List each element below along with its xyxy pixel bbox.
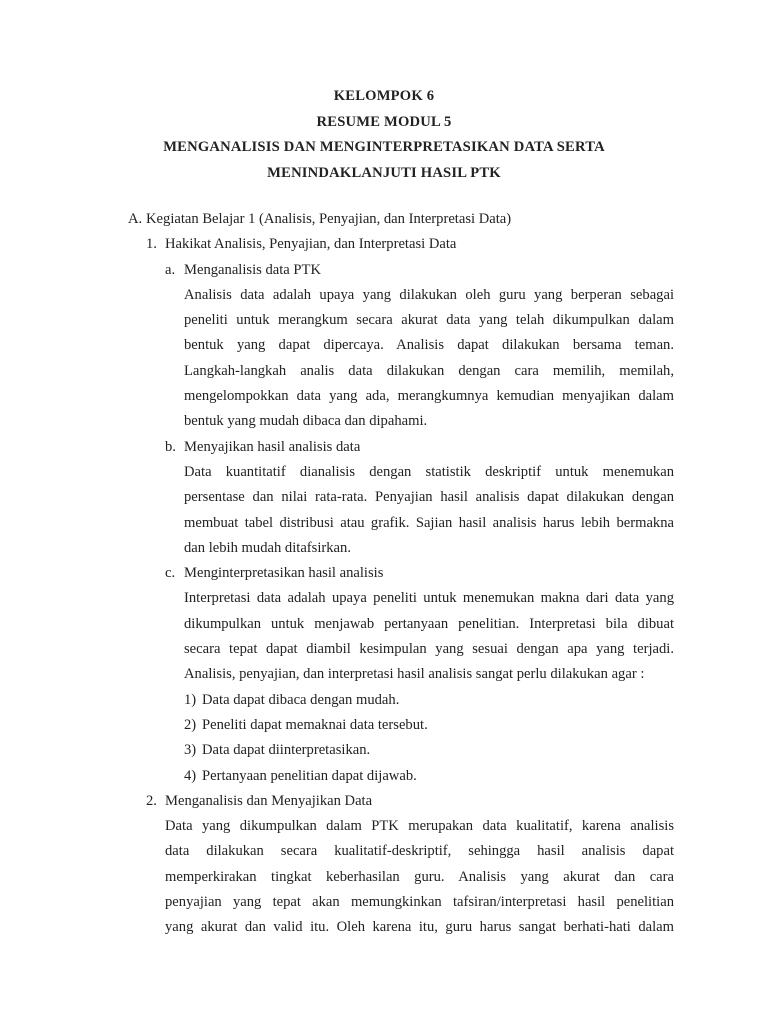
subitem-c-title: Menginterpretasikan hasil analisis — [184, 565, 384, 582]
paragraph-text: membuat tabel distribusi atau grafik. Sajian hasil analisis harus lebih bermakna — [184, 514, 674, 531]
subitem-c-heading — [0, 561, 768, 586]
section-a-title: Kegiatan Belajar 1 (Analisis, Penyajian, dan Interpretasi Data) — [146, 211, 512, 227]
item-1-heading — [0, 232, 768, 257]
topic-title-line-1: MENGANALISIS DAN MENGINTERPRETASIKAN DATA SERTA — [163, 139, 605, 156]
item-1-title: Hakikat Analisis, Penyajian, dan Interpretasi Data — [165, 236, 457, 253]
paragraph-line — [0, 915, 768, 940]
subitem-a-marker: a. — [165, 261, 176, 278]
paragraph-text: Data kuantitatif dianalisis dengan statistik deskriptif untuk menemukan — [184, 463, 674, 480]
list-item — [0, 688, 768, 713]
subitem-b-title: Menyajikan hasil analisis data — [184, 438, 361, 455]
list-item — [0, 738, 768, 763]
paragraph-line — [0, 384, 768, 409]
paragraph-line — [0, 536, 768, 561]
paragraph-text: peneliti untuk merangkum secara akurat data yang telah dikumpulkan dalam — [184, 312, 674, 329]
list-item-marker: 3) — [184, 742, 197, 759]
paragraph-line — [0, 308, 768, 333]
paragraph-text: mengelompokkan data yang ada, merangkumnya kemudian menyajikan dalam — [184, 388, 674, 405]
paragraph-line — [0, 511, 768, 536]
paragraph-line — [0, 359, 768, 384]
paragraph-text: dan lebih mudah ditafsirkan. — [184, 539, 351, 556]
section-a-heading — [0, 207, 768, 232]
paragraph-text: Interpretasi data adalah upaya peneliti untuk menemukan makna dari data yang — [184, 590, 674, 607]
item-2-heading — [0, 789, 768, 814]
paragraph-text: Analisis data adalah upaya yang dilakukan oleh guru yang berperan sebagai — [184, 286, 674, 303]
paragraph-text: memperkirakan tingkat keberhasilan guru. Analisis yang akurat dan cara — [165, 868, 674, 885]
list-item-text: Pertanyaan penelitian dapat dijawab. — [202, 767, 417, 784]
paragraph-line — [0, 586, 768, 611]
list-item-marker: 2) — [184, 716, 197, 733]
subitem-b-heading — [0, 435, 768, 460]
subitem-a-heading — [0, 258, 768, 283]
paragraph-line — [0, 460, 768, 485]
list-item-text: Data dapat dibaca dengan mudah. — [202, 691, 400, 708]
document-body — [0, 207, 768, 941]
paragraph-text: bentuk yang dapat dipercaya. Analisis dapat dilakukan bersama teman. — [184, 337, 674, 354]
paragraph-line — [0, 485, 768, 510]
paragraph-text: penyajian yang tepat akan memungkinkan tafsiran/interpretasi hasil penelitian — [165, 894, 674, 911]
paragraph-line — [0, 409, 768, 434]
paragraph-line — [0, 839, 768, 864]
paragraph-text: dikumpulkan untuk menjawab pertanyaan penelitian. Interpretasi bila dibuat — [184, 615, 674, 632]
module-title: RESUME MODUL 5 — [316, 113, 452, 130]
paragraph-text: Analisis, penyajian, dan interpretasi hasil analisis sangat perlu dilakukan agar : — [184, 666, 645, 683]
paragraph-line — [0, 283, 768, 308]
subitem-b-marker: b. — [165, 438, 176, 455]
list-item-marker: 1) — [184, 691, 197, 708]
list-item — [0, 713, 768, 738]
section-a-marker: A. — [128, 211, 143, 227]
topic-title-line-2: MENINDAKLANJUTI HASIL PTK — [267, 164, 501, 181]
list-item — [0, 764, 768, 789]
paragraph-line — [0, 333, 768, 358]
item-2-title: Menganalisis dan Menyajikan Data — [165, 792, 373, 809]
list-item-text: Data dapat diinterpretasikan. — [202, 742, 371, 759]
paragraph-text: bentuk yang mudah dibaca dan dipahami. — [184, 413, 428, 430]
list-item-text: Peneliti dapat memaknai data tersebut. — [202, 716, 428, 733]
paragraph-text: Data yang dikumpulkan dalam PTK merupakan data kualitatif, karena analisis — [165, 818, 674, 835]
document-title — [0, 84, 768, 186]
paragraph-line — [0, 662, 768, 687]
paragraph-text: data dilakukan secara kualitatif-deskriptif, sehingga hasil analisis dapat — [165, 843, 674, 860]
paragraph-line — [0, 814, 768, 839]
paragraph-text: yang akurat dan valid itu. Oleh karena itu, guru harus sangat berhati-hati dalam — [165, 919, 674, 936]
subitem-a-title: Menganalisis data PTK — [184, 261, 321, 278]
item-1-marker: 1. — [146, 236, 157, 253]
paragraph-text: Langkah-langkah analis data dilakukan dengan cara memilih, memilah, — [184, 362, 674, 379]
paragraph-line — [0, 637, 768, 662]
paragraph-line — [0, 865, 768, 890]
paragraph-line — [0, 890, 768, 915]
paragraph-line — [0, 612, 768, 637]
subitem-c-marker: c. — [165, 565, 176, 582]
list-item-marker: 4) — [184, 767, 197, 784]
paragraph-text: persentase dan nilai rata-rata. Penyajian hasil analisis dapat dilakukan dengan — [184, 489, 674, 506]
group-title: KELOMPOK 6 — [333, 88, 435, 104]
paragraph-text: secara tepat dapat diambil kesimpulan yang sesuai dengan apa yang terjadi. — [184, 641, 674, 658]
item-2-marker: 2. — [146, 792, 157, 809]
